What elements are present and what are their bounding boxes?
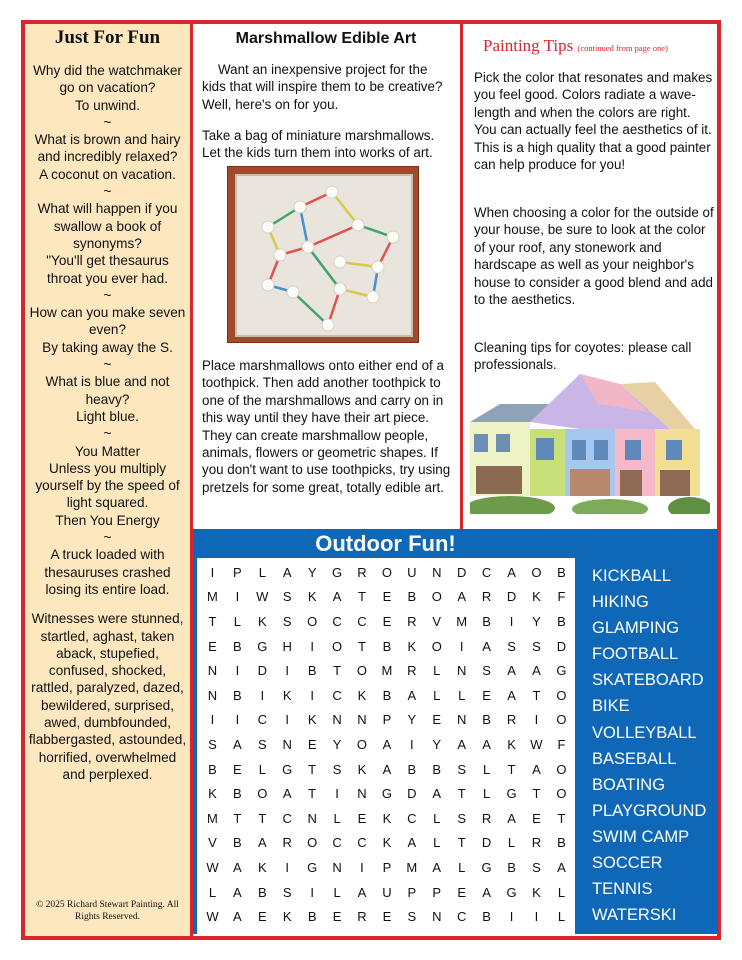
grid-letter: E bbox=[532, 810, 541, 826]
marshmallow-art-photo bbox=[227, 166, 419, 343]
grid-letter: G bbox=[506, 786, 517, 802]
grid-letter: I bbox=[260, 687, 265, 703]
grid-letter: S bbox=[208, 736, 217, 752]
grid-letter: L bbox=[458, 859, 466, 875]
grid-letter: B bbox=[557, 564, 566, 580]
grid-letter: D bbox=[506, 589, 517, 605]
grid-row bbox=[200, 757, 574, 782]
joke-line: Unless you multiply yourself by the speed of light squared. bbox=[35, 460, 180, 511]
grid-letter: R bbox=[531, 835, 542, 851]
grid-letter: B bbox=[407, 589, 417, 605]
grid-letter: A bbox=[507, 810, 516, 826]
grid-letter: D bbox=[407, 786, 417, 802]
word-list-item: TENNIS bbox=[592, 880, 653, 899]
grid-letter: I bbox=[235, 712, 240, 728]
grid-letter: L bbox=[433, 663, 441, 679]
grid-letter: T bbox=[358, 638, 366, 654]
grid-letter: G bbox=[332, 564, 343, 580]
grid-letter: A bbox=[332, 589, 342, 605]
grid-letter: C bbox=[282, 810, 292, 826]
grid-letter: R bbox=[407, 663, 417, 679]
grid-letter: B bbox=[482, 712, 491, 728]
grid-letter: Y bbox=[532, 613, 541, 629]
grid-letter: A bbox=[257, 835, 267, 851]
grid-letter: O bbox=[556, 687, 567, 703]
grid-letter: T bbox=[532, 786, 541, 802]
grid-letter: B bbox=[507, 859, 516, 875]
grid-row bbox=[200, 880, 574, 905]
word-list-item: KICKBALL bbox=[592, 567, 671, 585]
marshmallow-instructions: Place marshmallows onto either end of a toothpick. Then add another toothpick to one of the marshmallows and carry on in this way until they have their art piece. They can create marshmallow people, animals, flowers or geometric shapes. If you don't want to use toothpicks, try using pretzels for some great, totally edible art. bbox=[202, 358, 451, 495]
grid-letter: O bbox=[356, 736, 368, 752]
grid-letter: E bbox=[432, 712, 442, 728]
grid-letter: E bbox=[382, 613, 392, 629]
joke-line: You Matter bbox=[74, 443, 141, 459]
grid-letter: K bbox=[208, 786, 217, 802]
grid-letter: B bbox=[432, 761, 442, 777]
grid-letter: O bbox=[307, 613, 318, 629]
grid-letter: R bbox=[357, 564, 367, 580]
joke-separator: ~ bbox=[103, 287, 112, 303]
grid-letter: O bbox=[332, 638, 343, 654]
grid-letter: V bbox=[432, 613, 442, 629]
grid-letter: G bbox=[307, 859, 318, 875]
grid-letter: K bbox=[382, 810, 392, 826]
grid-letter: K bbox=[382, 835, 392, 851]
grid-letter: O bbox=[356, 663, 368, 679]
word-list-item: GLAMPING bbox=[592, 619, 680, 638]
grid-letter: M bbox=[207, 810, 218, 826]
grid-letter: T bbox=[358, 589, 366, 605]
grid-letter: I bbox=[534, 712, 539, 728]
grid-letter: E bbox=[382, 909, 392, 925]
grid-letter: I bbox=[534, 909, 539, 925]
grid-letter: A bbox=[407, 835, 417, 851]
grid-letter: N bbox=[307, 810, 317, 826]
grid-letter: A bbox=[382, 761, 392, 777]
grid-letter: R bbox=[481, 589, 492, 605]
grid-letter: G bbox=[481, 859, 492, 875]
joke-line: What is blue and not heavy? bbox=[45, 374, 170, 407]
grid-letter: E bbox=[233, 761, 242, 777]
grid-letter: A bbox=[457, 736, 467, 752]
grid-letter: L bbox=[258, 761, 266, 777]
grid-letter: O bbox=[556, 712, 567, 728]
grid-letter: R bbox=[506, 712, 517, 728]
grid-letter: I bbox=[310, 884, 314, 900]
grid-letter: B bbox=[407, 761, 417, 777]
grid-letter: A bbox=[233, 736, 242, 752]
grid-letter: N bbox=[357, 786, 367, 802]
grid-letter: A bbox=[382, 736, 392, 752]
word-list-item: SWIM CAMP bbox=[592, 827, 690, 846]
joke-line: Why did the watchmaker go on vacation? bbox=[33, 63, 182, 96]
grid-letter: W bbox=[206, 909, 219, 925]
grid-letter: B bbox=[233, 638, 242, 654]
joke-line: Then You Energy bbox=[55, 512, 160, 528]
grid-letter: E bbox=[357, 810, 367, 826]
grid-letter: I bbox=[509, 909, 514, 925]
word-search-grid bbox=[200, 560, 574, 929]
grid-letter: O bbox=[531, 564, 542, 580]
grid-letter: A bbox=[557, 859, 566, 875]
grid-letter: C bbox=[357, 835, 367, 851]
grid-letter: K bbox=[532, 884, 541, 900]
grid-letter: L bbox=[557, 909, 566, 925]
grid-letter: A bbox=[482, 638, 491, 654]
grid-letter: T bbox=[557, 810, 566, 826]
grid-row bbox=[200, 683, 574, 708]
grid-letter: V bbox=[208, 835, 217, 851]
grid-letter: F bbox=[557, 589, 566, 605]
grid-letter: A bbox=[357, 884, 367, 900]
grid-letter: N bbox=[432, 909, 442, 925]
grid-letter: S bbox=[282, 884, 292, 900]
grid-letter: L bbox=[433, 687, 441, 703]
column-divider bbox=[460, 24, 463, 529]
grid-letter: K bbox=[282, 687, 292, 703]
grid-letter: L bbox=[482, 786, 491, 802]
grid-letter: D bbox=[456, 564, 467, 580]
joke-separator: ~ bbox=[103, 426, 112, 442]
grid-letter: K bbox=[357, 761, 367, 777]
grid-letter: P bbox=[407, 884, 417, 900]
grid-letter: A bbox=[282, 786, 292, 802]
grid-letter: E bbox=[457, 884, 467, 900]
grid-letter: B bbox=[233, 687, 242, 703]
grid-letter: F bbox=[557, 736, 566, 752]
grid-letter: Y bbox=[332, 736, 342, 752]
grid-letter: I bbox=[310, 638, 314, 654]
word-list-item: BIKE bbox=[592, 697, 630, 716]
grid-letter: D bbox=[481, 835, 492, 851]
joke-line: What will happen if you swallow a book of synonyms? bbox=[37, 201, 178, 251]
grid-letter: E bbox=[482, 687, 491, 703]
word-list bbox=[592, 563, 706, 928]
grid-letter: P bbox=[382, 859, 392, 875]
grid-letter: D bbox=[556, 638, 567, 654]
grid-letter: L bbox=[507, 835, 516, 851]
grid-letter: A bbox=[507, 564, 516, 580]
continued-note: (continued from page one) bbox=[577, 43, 668, 53]
grid-letter: S bbox=[282, 589, 292, 605]
grid-letter: C bbox=[357, 613, 367, 629]
grid-letter: N bbox=[456, 663, 467, 679]
grid-letter: T bbox=[233, 810, 242, 826]
joke-line: "You'll get thesaurus throat you ever had. bbox=[46, 253, 169, 286]
grid-letter: K bbox=[357, 687, 367, 703]
grid-row bbox=[200, 904, 574, 929]
grid-letter: O bbox=[431, 638, 442, 654]
grid-letter: E bbox=[332, 909, 342, 925]
cleaning-tip: Cleaning tips for coyotes: please call professionals. bbox=[474, 340, 692, 373]
grid-letter: L bbox=[557, 884, 566, 900]
grid-letter: K bbox=[407, 638, 417, 654]
grid-letter: S bbox=[282, 613, 292, 629]
grid-letter: H bbox=[282, 638, 292, 654]
grid-letter: B bbox=[307, 663, 317, 679]
painting-tips-heading: Painting Tips bbox=[483, 36, 574, 55]
grid-letter: A bbox=[482, 884, 491, 900]
grid-letter: S bbox=[507, 638, 516, 654]
grid-letter: P bbox=[432, 884, 442, 900]
painting-tip-paragraph: When choosing a color for the outside of your house, be sure to look at the color of your roof, any stonework and hardscape as well as your neighbor's house to consider a good blend and add to the aesthetics. bbox=[474, 205, 714, 308]
word-list-item: WATERSKI bbox=[592, 906, 677, 925]
word-list-item: SKATEBOARD bbox=[592, 671, 704, 690]
grid-letter: B bbox=[482, 613, 491, 629]
grid-row bbox=[200, 560, 574, 585]
grid-letter: L bbox=[258, 564, 266, 580]
grid-letter: T bbox=[532, 687, 541, 703]
grid-letter: B bbox=[382, 638, 392, 654]
grid-row bbox=[200, 609, 574, 634]
grid-letter: O bbox=[556, 786, 567, 802]
grid-letter: A bbox=[432, 859, 442, 875]
grid-letter: W bbox=[256, 589, 269, 605]
joke-line: What is brown and hairy and incredibly relaxed? bbox=[34, 132, 181, 165]
grid-row bbox=[200, 634, 574, 659]
grid-letter: L bbox=[458, 687, 466, 703]
grid-letter: B bbox=[208, 761, 217, 777]
grid-letter: S bbox=[482, 663, 491, 679]
grid-letter: S bbox=[532, 859, 541, 875]
joke-separator: ~ bbox=[103, 184, 112, 200]
grid-letter: L bbox=[333, 810, 341, 826]
grid-letter: M bbox=[406, 859, 418, 875]
grid-row bbox=[200, 806, 574, 831]
grid-letter: A bbox=[407, 687, 417, 703]
grid-letter: B bbox=[257, 884, 267, 900]
copyright-notice: © 2025 Richard Stewart Painting. All Rights Reserved. bbox=[36, 900, 179, 922]
grid-letter: R bbox=[282, 835, 292, 851]
word-list-item: BOATING bbox=[592, 775, 666, 794]
grid-letter: I bbox=[285, 859, 290, 875]
grid-letter: M bbox=[381, 663, 393, 679]
grid-letter: B bbox=[382, 687, 392, 703]
grid-letter: I bbox=[285, 663, 290, 679]
grid-letter: A bbox=[233, 909, 242, 925]
joke-line: Light blue. bbox=[76, 408, 139, 424]
grid-letter: I bbox=[335, 786, 339, 802]
grid-letter: A bbox=[507, 687, 516, 703]
grid-letter: C bbox=[456, 909, 467, 925]
grid-letter: C bbox=[332, 687, 342, 703]
grid-letter: I bbox=[285, 712, 290, 728]
grid-letter: A bbox=[432, 786, 442, 802]
grid-letter: C bbox=[407, 810, 417, 826]
grid-letter: A bbox=[532, 663, 541, 679]
outdoor-fun-title: Outdoor Fun! bbox=[315, 531, 456, 556]
grid-letter: A bbox=[282, 564, 292, 580]
grid-row bbox=[200, 585, 574, 610]
grid-letter: Y bbox=[307, 564, 317, 580]
grid-letter: K bbox=[282, 909, 292, 925]
grid-letter: A bbox=[457, 589, 467, 605]
joke-separator: ~ bbox=[103, 530, 112, 546]
grid-letter: W bbox=[530, 736, 543, 752]
grid-letter: S bbox=[457, 810, 467, 826]
grid-letter: A bbox=[233, 884, 242, 900]
grid-letter: I bbox=[509, 613, 514, 629]
grid-letter: I bbox=[210, 564, 215, 580]
grid-letter: B bbox=[482, 909, 491, 925]
grid-letter: I bbox=[410, 736, 414, 752]
grid-letter: S bbox=[332, 761, 342, 777]
grid-letter: Y bbox=[432, 736, 442, 752]
grid-letter: O bbox=[257, 786, 268, 802]
grid-letter: K bbox=[307, 712, 317, 728]
grid-letter: E bbox=[257, 909, 267, 925]
painting-tips-title bbox=[483, 36, 668, 56]
grid-letter: B bbox=[307, 909, 317, 925]
grid-letter: L bbox=[208, 884, 217, 900]
grid-letter: O bbox=[307, 835, 318, 851]
grid-row bbox=[200, 732, 574, 757]
grid-letter: I bbox=[360, 859, 364, 875]
grid-letter: B bbox=[557, 613, 566, 629]
grid-letter: S bbox=[407, 909, 417, 925]
grid-letter: L bbox=[482, 761, 491, 777]
grid-letter: N bbox=[282, 736, 292, 752]
grid-letter: O bbox=[431, 589, 442, 605]
grid-letter: U bbox=[407, 564, 417, 580]
grid-letter: Y bbox=[407, 712, 417, 728]
grid-letter: G bbox=[506, 884, 517, 900]
grid-row bbox=[200, 658, 574, 683]
grid-letter: I bbox=[459, 638, 464, 654]
grid-letter: T bbox=[333, 663, 342, 679]
joke-line: How can you make seven even? bbox=[29, 305, 186, 338]
grid-letter: N bbox=[207, 663, 218, 679]
grid-letter: L bbox=[233, 613, 241, 629]
grid-letter: M bbox=[207, 589, 218, 605]
grid-letter: C bbox=[332, 835, 342, 851]
grid-letter: T bbox=[308, 786, 317, 802]
grid-letter: K bbox=[507, 736, 516, 752]
word-list-item: BASEBALL bbox=[592, 749, 677, 768]
grid-letter: P bbox=[233, 564, 242, 580]
grid-letter: K bbox=[257, 859, 267, 875]
grid-letter: T bbox=[457, 786, 466, 802]
word-list-item: FOOTBALL bbox=[592, 645, 679, 664]
grid-letter: W bbox=[206, 859, 219, 875]
joke-separator: ~ bbox=[103, 357, 112, 373]
joke-line: Witnesses were stunned, startled, aghast, taken aback, stupefied, confused, shocked, rattled, paralyzed, dazed, bewildered, surprised, awed, dumbfounded, flabbergasted, astounded, horrified, overwhelmed and perplexed. bbox=[28, 611, 187, 782]
grid-letter: N bbox=[332, 859, 342, 875]
grid-letter: B bbox=[233, 835, 242, 851]
grid-letter: T bbox=[507, 761, 516, 777]
grid-letter: S bbox=[532, 638, 541, 654]
joke-separator: ~ bbox=[103, 114, 112, 130]
grid-letter: N bbox=[357, 712, 367, 728]
grid-letter: N bbox=[332, 712, 342, 728]
joke-line: By taking away the S. bbox=[42, 339, 173, 355]
grid-letter: G bbox=[381, 786, 392, 802]
grid-letter: I bbox=[235, 589, 240, 605]
grid-letter: N bbox=[207, 687, 218, 703]
word-list-item: SOCCER bbox=[592, 854, 663, 873]
grid-letter: I bbox=[235, 663, 240, 679]
grid-letter: T bbox=[308, 761, 317, 777]
grid-letter: D bbox=[257, 663, 267, 679]
grid-letter: O bbox=[381, 564, 392, 580]
grid-letter: E bbox=[382, 589, 392, 605]
grid-letter: K bbox=[257, 613, 267, 629]
grid-letter: T bbox=[258, 810, 267, 826]
grid-letter: C bbox=[481, 564, 492, 580]
marshmallow-intro: Want an inexpensive project for the kids that will inspire them to be creative? Well, here's on for you. bbox=[202, 62, 443, 112]
grid-letter: R bbox=[357, 909, 367, 925]
word-list-item: VOLLEYBALL bbox=[592, 723, 697, 742]
grid-letter: A bbox=[507, 663, 516, 679]
marshmallow-title: Marshmallow Edible Art bbox=[235, 30, 417, 47]
just-for-fun-title: Just For Fun bbox=[54, 27, 161, 48]
grid-letter: E bbox=[307, 736, 317, 752]
grid-letter: R bbox=[481, 810, 492, 826]
grid-letter: A bbox=[532, 761, 541, 777]
grid-letter: I bbox=[310, 687, 314, 703]
jokes-list bbox=[27, 62, 188, 783]
grid-letter: A bbox=[482, 736, 491, 752]
grid-letter: K bbox=[532, 589, 541, 605]
grid-letter: G bbox=[257, 638, 268, 654]
grid-letter: R bbox=[407, 613, 417, 629]
painting-tip-paragraph: Pick the color that resonates and makes you feel good. Colors radiate a wave-length and when the colors are right. You can actually feel the aesthetics of it. This is a high quality that a good painter can help produce for you! bbox=[474, 70, 713, 173]
joke-line: To unwind. bbox=[75, 97, 140, 113]
grid-letter: A bbox=[233, 859, 242, 875]
grid-letter: M bbox=[456, 613, 468, 629]
grid-letter: K bbox=[307, 589, 317, 605]
grid-letter: N bbox=[432, 564, 442, 580]
grid-letter: T bbox=[457, 835, 466, 851]
grid-letter: C bbox=[332, 613, 342, 629]
colorful-house-image bbox=[470, 374, 710, 522]
word-list-item: PLAYGROUND bbox=[592, 801, 707, 820]
word-list-item: HIKING bbox=[592, 593, 649, 612]
grid-row bbox=[200, 831, 574, 856]
grid-letter: U bbox=[382, 884, 392, 900]
grid-letter: C bbox=[257, 712, 267, 728]
grid-letter: S bbox=[457, 761, 467, 777]
grid-letter: T bbox=[208, 613, 217, 629]
grid-letter: G bbox=[282, 761, 293, 777]
joke-line: A truck loaded with thesauruses crashed losing its entire load. bbox=[44, 547, 171, 597]
joke-line: A coconut on vacation. bbox=[39, 166, 176, 182]
grid-letter: I bbox=[210, 712, 215, 728]
grid-letter: O bbox=[556, 761, 567, 777]
grid-letter: L bbox=[433, 810, 441, 826]
marshmallow-step: Take a bag of miniature marshmallows. Let the kids turn them into works of art. bbox=[202, 128, 435, 161]
grid-letter: G bbox=[556, 663, 567, 679]
grid-letter: B bbox=[557, 835, 566, 851]
grid-letter: P bbox=[382, 712, 392, 728]
grid-letter: B bbox=[233, 786, 242, 802]
grid-row bbox=[200, 855, 574, 880]
grid-letter: E bbox=[208, 638, 217, 654]
grid-row bbox=[200, 781, 574, 806]
grid-letter: L bbox=[333, 884, 341, 900]
grid-letter: L bbox=[433, 835, 441, 851]
grid-letter: N bbox=[456, 712, 467, 728]
grid-row bbox=[200, 708, 574, 733]
grid-letter: S bbox=[257, 736, 267, 752]
